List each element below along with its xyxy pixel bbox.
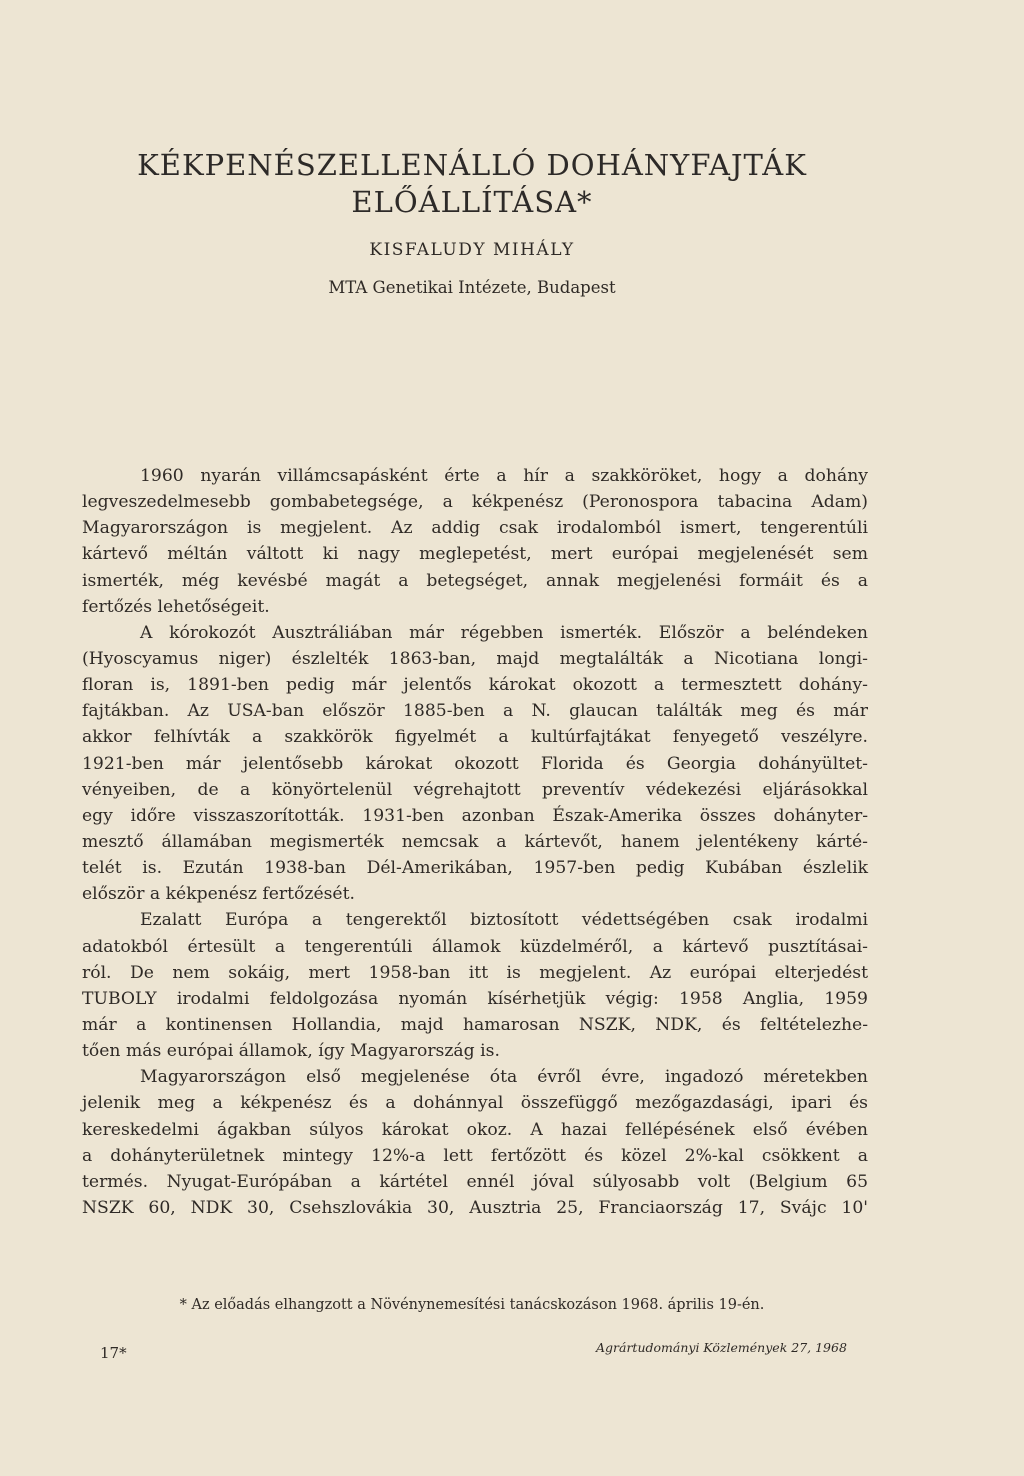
body-line: egy időre visszaszorították. 1931-ben azonban Észak-Amerika összes dohányter- (82, 805, 868, 826)
body-line: legveszedelmesebb gombabetegsége, a kékpenész (Peronospora tabacina Adam) (82, 492, 868, 513)
body-line: floran is, 1891-ben pedig már jelentős károkat okozott a termesztett dohány- (82, 675, 868, 696)
body-line: fertőzés lehetőségeit. (82, 596, 270, 617)
body-line: akkor felhívták a szakkörök figyelmét a kultúrfajtákat fenyegető veszélyre. (82, 727, 868, 748)
body-line: tően más európai államok, így Magyarország is. (82, 1041, 500, 1062)
body-line: 1960 nyarán villámcsapásként érte a hír a szakköröket, hogy a dohány (140, 466, 868, 486)
body-line: telét is. Ezután 1938-ban Dél-Amerikában, 1957-ben pedig Kubában észlelik (82, 858, 868, 879)
article-title-line-1: KÉKPENÉSZELLENÁLLÓ DOHÁNYFAJTÁK (137, 148, 807, 182)
body-line: ról. De nem sokáig, mert 1958-ban itt is megjelent. Az európai elterjedést (82, 962, 868, 983)
body-line: már a kontinensen Hollandia, majd hamarosan NSZK, NDK, és feltételezhe- (82, 1014, 868, 1035)
body-line: kereskedelmi ágakban súlyos károkat okoz. A hazai fellépésének első évében (82, 1119, 868, 1140)
article-title-line-2: ELŐÁLLÍTÁSA* (351, 185, 593, 219)
body-line: 1921-ben már jelentősebb károkat okozott Florida és Georgia dohányültet- (82, 753, 868, 774)
body-line: vényeiben, de a könyörtelenül végrehajtott preventív védekezési eljárásokkal (82, 779, 868, 800)
body-line: fajtákban. Az USA-ban először 1885-ben a N. glaucan találták meg és már (82, 701, 868, 722)
body-line: termés. Nyugat-Európában a kártétel ennél jóval súlyosabb volt (Belgium 65 (82, 1171, 868, 1192)
author-name: KISFALUDY MIHÁLY (369, 240, 575, 260)
body-line: kártevő méltán váltott ki nagy meglepetést, mert európai megjelenését sem (82, 544, 868, 565)
body-line: A kórokozót Ausztráliában már régebben ismerték. Először a beléndeken (140, 622, 868, 643)
body-line: Ezalatt Európa a tengerektől biztosított védettségében csak irodalmi (140, 910, 868, 931)
author-affiliation: MTA Genetikai Intézete, Budapest (328, 278, 616, 297)
body-line: ismerték, még kevésbé magát a betegséget, annak megjelenési formáit és a (82, 570, 868, 591)
body-line: NSZK 60, NDK 30, Csehszlovákia 30, Ausztria 25, Franciaország 17, Svájc 10' (82, 1197, 868, 1218)
article-body (82, 463, 868, 1221)
page-number: 17* (100, 1344, 127, 1362)
body-line: a dohányterületnek mintegy 12%-a lett fertőzött és közel 2%-kal csökkent a (82, 1145, 868, 1166)
body-line: Magyarországon is megjelent. Az addig csak irodalomból ismert, tengerentúli (82, 518, 868, 539)
body-line: (Hyoscyamus niger) észlelték 1863-ban, majd megtalálták a Nicotiana longi- (82, 648, 868, 669)
body-line: először a kékpenész fertőzését. (82, 884, 355, 905)
footnote: * Az előadás elhangzott a Növénynemesítési tanácskozáson 1968. április 19-én. (179, 1297, 765, 1313)
body-line: adatokból értesült a tengerentúli államok küzdelméről, a kártevő pusztításai- (82, 936, 868, 957)
body-line: TUBOLY irodalmi feldolgozása nyomán kísérhetjük végig: 1958 Anglia, 1959 (82, 988, 868, 1009)
journal-reference: Agrártudományi Közlemények 27, 1968 (596, 1340, 847, 1355)
body-line: Magyarországon első megjelenése óta évről évre, ingadozó méretekben (140, 1067, 868, 1088)
body-line: jelenik meg a kékpenész és a dohánnyal összefüggő mezőgazdasági, ipari és (82, 1093, 868, 1114)
body-line: mesztő államában megismerték nemcsak a kártevőt, hanem jelentékeny kárté- (82, 831, 868, 852)
